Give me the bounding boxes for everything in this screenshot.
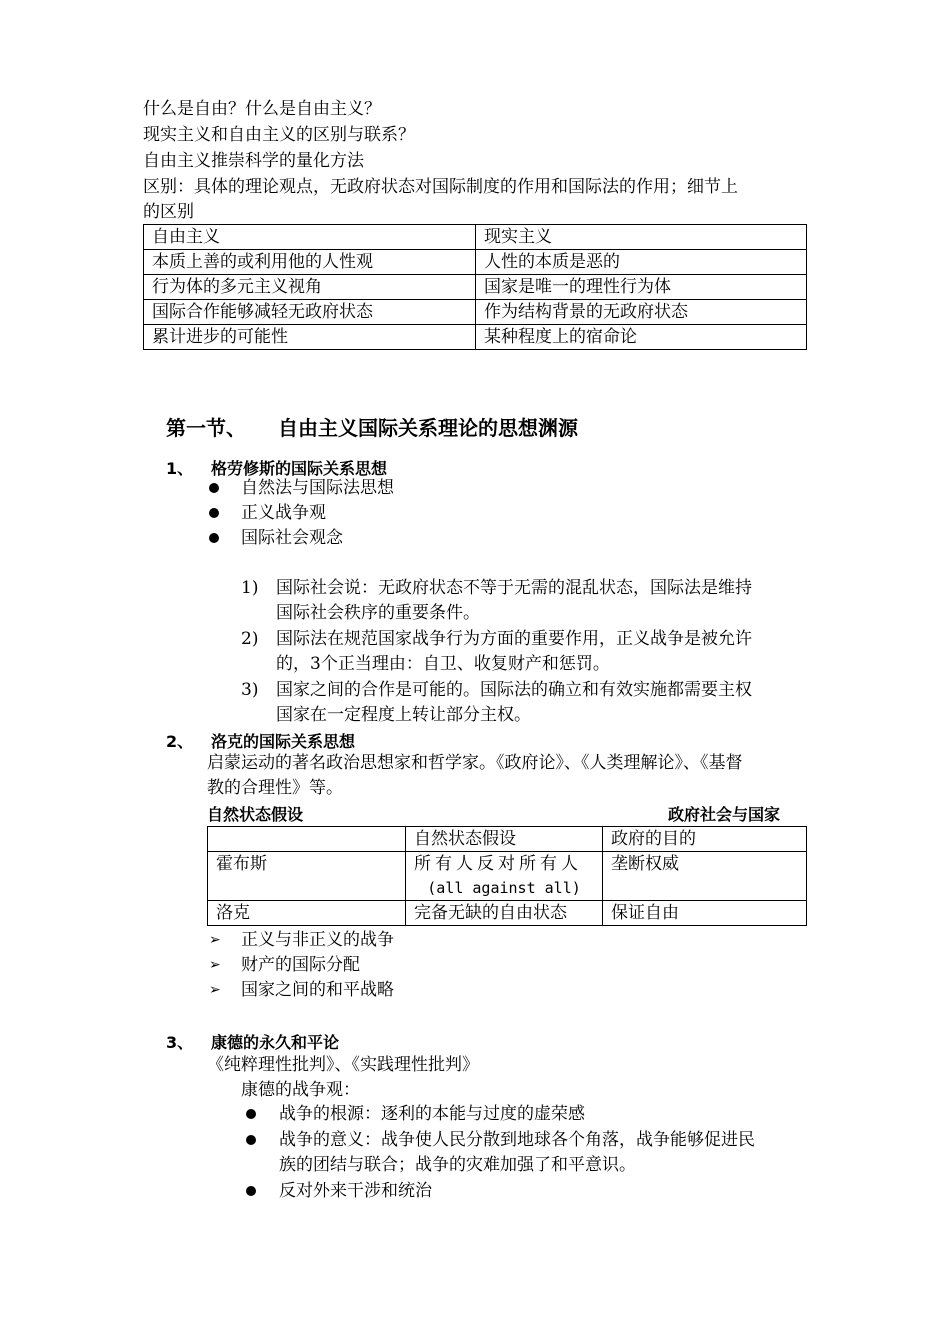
table-cell: 作为结构背景的无政府状态 <box>476 300 807 325</box>
heading-number: 1、 <box>166 459 194 478</box>
list-item-line: 的，3个正当理由：自卫、收复财产和惩罚。 <box>276 654 610 674</box>
heading-title: 洛克的国际关系思想 <box>211 732 356 751</box>
table-cell: 保证自由 <box>603 901 807 926</box>
list-number: 1) <box>241 578 259 598</box>
table-cell: 垄断权威 <box>603 852 807 901</box>
table-cell: 行为体的多元主义视角 <box>144 275 476 300</box>
paragraph-line: 《纯粹理性批判》、《实践理性批判》 <box>207 1055 479 1075</box>
list-item-line: 国际法在规范国家战争行为方面的重要作用，正义战争是被允许 <box>276 629 752 649</box>
intro-line-1: 什么是自由？什么是自由主义？ <box>143 99 381 119</box>
bullet-icon <box>209 483 219 493</box>
table-row <box>144 325 807 350</box>
list-item: 战争的根源：逐利的本能与过度的虚荣感 <box>279 1104 585 1124</box>
paragraph-line: 康德的战争观： <box>241 1080 360 1100</box>
list-item-line: 国际社会说：无政府状态不等于无需的混乱状态，国际法是维持 <box>276 578 752 598</box>
intro-line-5: 的区别 <box>143 202 194 222</box>
list-item: 正义与非正义的战争 <box>241 930 394 950</box>
bullet-icon <box>209 508 219 518</box>
table-row <box>208 852 807 901</box>
table-cell: 本质上善的或利用他的人性观 <box>144 250 476 275</box>
list-item: 国家之间的和平战略 <box>241 980 394 1000</box>
heading-title: 康德的永久和平论 <box>211 1033 340 1052</box>
section-label: 第一节、 <box>166 416 246 440</box>
intro-line-2: 现实主义和自由主义的区别与联系？ <box>143 125 415 145</box>
list-number: 2) <box>241 629 259 649</box>
arrow-bullet-icon: ➢ <box>209 957 221 973</box>
table-cell: 国家是唯一的理性行为体 <box>476 275 807 300</box>
list-item: 族的团结与联合；战争的灾难加强了和平意识。 <box>279 1155 636 1175</box>
table-cell-line: (all against all) <box>427 879 581 897</box>
locke-table <box>207 826 807 926</box>
table-header-cell: 现实主义 <box>476 225 807 250</box>
bullet-icon <box>246 1135 256 1145</box>
table-row <box>144 250 807 275</box>
table-row <box>144 275 807 300</box>
table-cell: 累计进步的可能性 <box>144 325 476 350</box>
table-header-cell: 政府的目的 <box>603 827 807 852</box>
heading-title: 格劳修斯的国际关系思想 <box>211 459 388 478</box>
section-title: 自由主义国际关系理论的思想渊源 <box>278 416 578 440</box>
table-cell: 人性的本质是恶的 <box>476 250 807 275</box>
table-cell-line: 所有人反对所有人 <box>414 854 582 874</box>
arrow-bullet-icon: ➢ <box>209 932 221 948</box>
table-header-cell <box>208 827 406 852</box>
table-cell <box>406 852 603 901</box>
subheading-right: 政府社会与国家 <box>668 805 781 824</box>
table-cell: 某种程度上的宿命论 <box>476 325 807 350</box>
table-cell: 完备无缺的自由状态 <box>406 901 603 926</box>
table-header-row <box>208 827 807 852</box>
heading-number: 2、 <box>166 732 194 751</box>
intro-line-3: 自由主义推崇科学的量化方法 <box>143 151 364 171</box>
list-item-line: 国家之间的合作是可能的。国际法的确立和有效实施都需要主权 <box>276 680 752 700</box>
table-cell: 洛克 <box>208 901 406 926</box>
list-item: 财产的国际分配 <box>241 955 360 975</box>
arrow-bullet-icon: ➢ <box>209 982 221 998</box>
bullet-icon <box>246 1109 256 1119</box>
list-item-line: 国际社会秩序的重要条件。 <box>276 603 480 623</box>
table-header-cell: 自然状态假设 <box>406 827 603 852</box>
comparison-table <box>143 224 807 350</box>
bullet-icon <box>246 1186 256 1196</box>
list-number: 3) <box>241 680 259 700</box>
table-row <box>144 300 807 325</box>
table-row <box>208 901 807 926</box>
list-item: 国际社会观念 <box>241 528 343 548</box>
paragraph-line: 教的合理性》等。 <box>207 778 343 798</box>
list-item: 战争的意义：战争使人民分散到地球各个角落，战争能够促进民 <box>279 1130 755 1150</box>
paragraph-line: 启蒙运动的著名政治思想家和哲学家。《政府论》、《人类理解论》、《基督 <box>207 753 743 773</box>
table-header-row <box>144 225 807 250</box>
intro-line-4: 区别：具体的理论观点，无政府状态对国际制度的作用和国际法的作用；细节上 <box>143 177 738 197</box>
bullet-icon <box>209 533 219 543</box>
list-item: 自然法与国际法思想 <box>241 478 394 498</box>
subheading-left: 自然状态假设 <box>207 805 304 824</box>
list-item-line: 国家在一定程度上转让部分主权。 <box>276 705 531 725</box>
list-item: 正义战争观 <box>241 503 326 523</box>
table-cell: 国际合作能够减轻无政府状态 <box>144 300 476 325</box>
list-item: 反对外来干涉和统治 <box>279 1181 432 1201</box>
table-cell: 霍布斯 <box>208 852 406 901</box>
table-header-cell: 自由主义 <box>144 225 476 250</box>
heading-number: 3、 <box>166 1033 194 1052</box>
